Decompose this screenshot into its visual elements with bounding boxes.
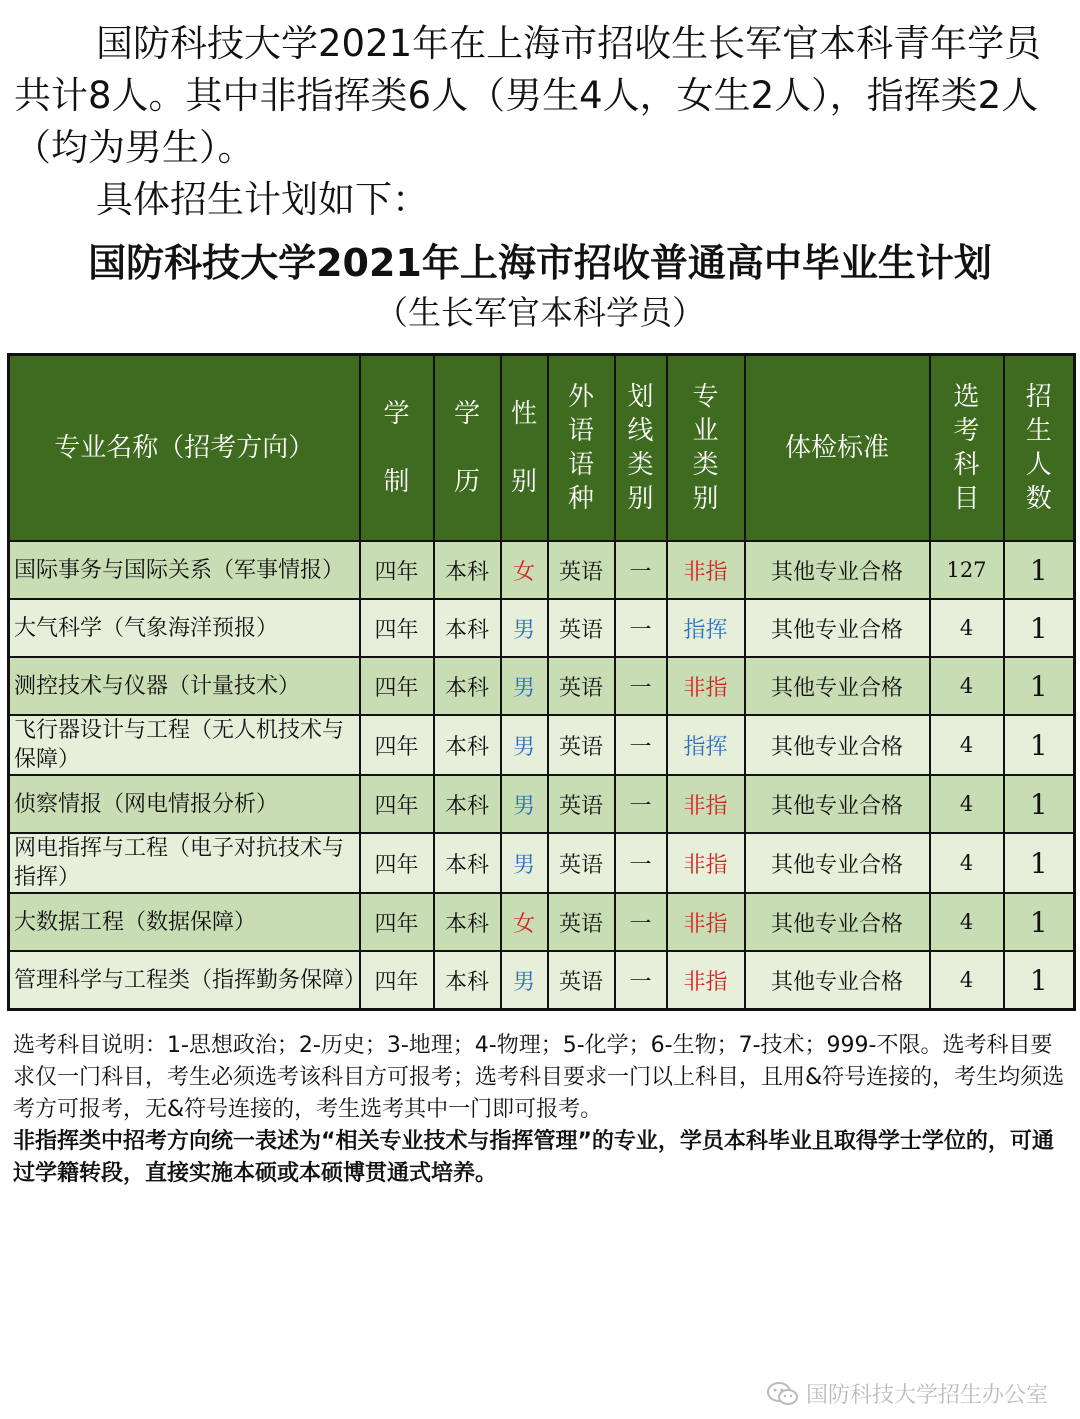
cell-major: 飞行器设计与工程（无人机技术与保障） [9,715,360,775]
cell-elective-subjects: 4 [930,775,1004,833]
cell-duration: 四年 [360,893,434,951]
table-row [9,775,1075,833]
table-row [9,541,1075,599]
cell-enrollment-count: 1 [1004,599,1075,657]
cell-duration: 四年 [360,951,434,1010]
cell-language: 英语 [548,833,615,893]
plan-title: 国防科技大学2021年上海市招收普通高中毕业生计划 [88,241,992,285]
cell-duration: 四年 [360,715,434,775]
subject-code-note: 选考科目说明：1-思想政治；2-历史；3-地理；4-物理；5-化学；6-生物；7-技术；999-不限。选考科目要求仅一门科目，考生必须选考该科目方可报考；选考科目要求一门以上科目，且用&符号连接的，考生均须选考方可报考，无&符号连接的，考生选考其中一门即可报考。 [13,1033,1065,1122]
cell-medical-standard: 其他专业合格 [745,893,930,951]
cell-gender: 女 [501,541,548,599]
cell-enrollment-count: 1 [1004,833,1075,893]
header-gender: 性别 [501,355,548,542]
cell-language: 英语 [548,775,615,833]
header-language: 外语语种 [548,355,615,542]
table-notes [13,1030,1071,1190]
intro-paragraph-2: 具体招生计划如下： [96,178,429,221]
cell-degree: 本科 [434,833,501,893]
cell-major: 网电指挥与工程（电子对抗技术与指挥） [9,833,360,893]
cell-major: 国际事务与国际关系（军事情报） [9,541,360,599]
wechat-icon [766,1381,800,1407]
cell-duration: 四年 [360,599,434,657]
header-degree: 学历 [434,355,501,542]
intro-text [14,18,1070,226]
table-row [9,715,1075,775]
table-row [9,657,1075,715]
watermark-text: 国防科技大学招生办公室 [805,1383,1048,1408]
cell-degree: 本科 [434,715,501,775]
cell-medical-standard: 其他专业合格 [745,833,930,893]
cell-gender: 男 [501,599,548,657]
header-medical-standard: 体检标准 [745,355,930,542]
cell-gender: 男 [501,657,548,715]
cell-elective-subjects: 4 [930,715,1004,775]
cell-language: 英语 [548,951,615,1010]
cell-enrollment-count: 1 [1004,775,1075,833]
plan-subtitle: （生长军官本科学员） [375,293,705,332]
cell-gender: 男 [501,715,548,775]
cell-degree: 本科 [434,893,501,951]
cell-major: 管理科学与工程类（指挥勤务保障） [9,951,360,1010]
cell-line-category: 一 [615,599,667,657]
cell-enrollment-count: 1 [1004,541,1075,599]
cell-major-category: 非指 [667,951,745,1010]
cell-degree: 本科 [434,775,501,833]
cell-degree: 本科 [434,657,501,715]
cell-enrollment-count: 1 [1004,893,1075,951]
cell-major: 侦察情报（网电情报分析） [9,775,360,833]
cell-line-category: 一 [615,833,667,893]
cell-language: 英语 [548,541,615,599]
table-row [9,599,1075,657]
cell-gender: 女 [501,893,548,951]
cell-duration: 四年 [360,775,434,833]
cell-elective-subjects: 4 [930,951,1004,1010]
cell-line-category: 一 [615,657,667,715]
cell-language: 英语 [548,893,615,951]
cell-line-category: 一 [615,715,667,775]
cell-medical-standard: 其他专业合格 [745,951,930,1010]
cell-medical-standard: 其他专业合格 [745,775,930,833]
enrollment-plan-table [7,353,1076,1011]
cell-medical-standard: 其他专业合格 [745,599,930,657]
cell-major: 大数据工程（数据保障） [9,893,360,951]
cell-major-category: 非指 [667,541,745,599]
cell-gender: 男 [501,951,548,1010]
cell-elective-subjects: 4 [930,657,1004,715]
table-header-row [9,355,1075,542]
cell-major-category: 非指 [667,893,745,951]
cell-major-category: 非指 [667,775,745,833]
cell-gender: 男 [501,775,548,833]
table-row [9,833,1075,893]
header-line-category: 划线类别 [615,355,667,542]
intro-paragraph-1: 国防科技大学2021年在上海市招收生长军官本科青年学员共计8人。其中非指挥类6人（男生4人，女生2人），指挥类2人（均为男生）。 [14,22,1042,169]
cell-language: 英语 [548,657,615,715]
cell-major: 大气科学（气象海洋预报） [9,599,360,657]
cell-enrollment-count: 1 [1004,951,1075,1010]
cell-elective-subjects: 127 [930,541,1004,599]
cell-language: 英语 [548,599,615,657]
cell-gender: 男 [501,833,548,893]
cell-elective-subjects: 4 [930,833,1004,893]
cell-major-category: 指挥 [667,715,745,775]
cell-degree: 本科 [434,599,501,657]
cell-major-category: 指挥 [667,599,745,657]
cell-duration: 四年 [360,541,434,599]
table-row [9,893,1075,951]
cell-line-category: 一 [615,893,667,951]
cell-elective-subjects: 4 [930,893,1004,951]
cell-major-category: 非指 [667,657,745,715]
header-enrollment-count: 招生人数 [1004,355,1075,542]
cell-line-category: 一 [615,775,667,833]
cell-medical-standard: 其他专业合格 [745,715,930,775]
cell-duration: 四年 [360,833,434,893]
wechat-watermark [766,1378,1048,1409]
cell-line-category: 一 [615,951,667,1010]
cell-line-category: 一 [615,541,667,599]
cell-medical-standard: 其他专业合格 [745,657,930,715]
cell-elective-subjects: 4 [930,599,1004,657]
non-command-note: 非指挥类中招考方向统一表述为“相关专业技术与指挥管理”的专业，学员本科毕业且取得学士学位的，可通过学籍转段，直接实施本硕或本硕博贯通式培养。 [13,1129,1054,1186]
cell-enrollment-count: 1 [1004,715,1075,775]
cell-language: 英语 [548,715,615,775]
header-duration: 学制 [360,355,434,542]
cell-degree: 本科 [434,951,501,1010]
table-row [9,951,1075,1010]
cell-enrollment-count: 1 [1004,657,1075,715]
header-major-category: 专业类别 [667,355,745,542]
header-major: 专业名称（招考方向） [9,355,360,542]
cell-degree: 本科 [434,541,501,599]
cell-major: 测控技术与仪器（计量技术） [9,657,360,715]
cell-medical-standard: 其他专业合格 [745,541,930,599]
cell-major-category: 非指 [667,833,745,893]
cell-duration: 四年 [360,657,434,715]
header-elective-subjects: 选考科目 [930,355,1004,542]
